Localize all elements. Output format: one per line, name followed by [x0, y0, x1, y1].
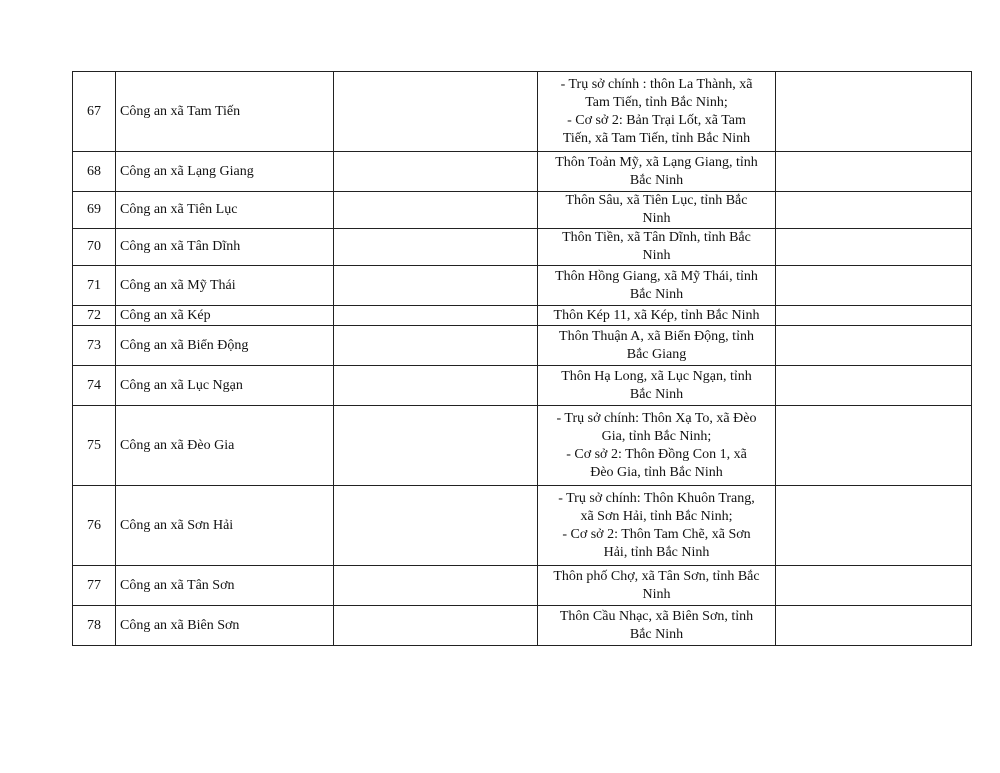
station-address — [538, 606, 776, 646]
address-line: Hải, tỉnh Bắc Ninh — [603, 544, 710, 560]
row-number: 69 — [73, 192, 116, 229]
notes-cell — [776, 266, 972, 306]
station-address — [538, 486, 776, 566]
row-number: 76 — [73, 486, 116, 566]
row-number: 73 — [73, 326, 116, 366]
row-number: 71 — [73, 266, 116, 306]
notes-cell — [776, 306, 972, 326]
address-line: - Cơ sở 2: Thôn Tam Chẽ, xã Sơn — [562, 526, 751, 542]
address-line: Thôn Hồng Giang, xã Mỹ Thái, tỉnh — [555, 268, 758, 284]
notes-cell — [776, 72, 972, 152]
notes-cell — [776, 486, 972, 566]
row-number: 68 — [73, 152, 116, 192]
station-name: Công an xã Mỹ Thái — [116, 266, 334, 306]
address-line: Thôn phố Chợ, xã Tân Sơn, tỉnh Bắc — [553, 568, 760, 584]
address-line: Bắc Ninh — [629, 626, 684, 642]
notes-cell — [776, 229, 972, 266]
notes-cell — [776, 326, 972, 366]
notes-cell — [776, 406, 972, 486]
row-number: 77 — [73, 566, 116, 606]
notes-cell — [776, 192, 972, 229]
table-row — [73, 306, 972, 326]
notes-cell — [776, 566, 972, 606]
address-line: Bắc Ninh — [629, 286, 684, 302]
address-line: Tiến, xã Tam Tiến, tỉnh Bắc Ninh — [562, 130, 751, 146]
address-line: Thôn Toản Mỹ, xã Lạng Giang, tỉnh — [555, 154, 758, 170]
address-line: - Trụ sở chính: Thôn Khuôn Trang, — [558, 490, 755, 506]
address-line: Gia, tỉnh Bắc Ninh; — [601, 428, 712, 444]
station-name: Công an xã Biên Sơn — [116, 606, 334, 646]
station-name: Công an xã Lạng Giang — [116, 152, 334, 192]
station-address — [538, 152, 776, 192]
empty-cell — [334, 229, 538, 266]
station-address — [538, 192, 776, 229]
station-name: Công an xã Tân Sơn — [116, 566, 334, 606]
table-row — [73, 266, 972, 306]
address-line: Thôn Cầu Nhạc, xã Biên Sơn, tỉnh — [559, 608, 754, 624]
station-name: Công an xã Kép — [116, 306, 334, 326]
notes-cell — [776, 152, 972, 192]
station-address — [538, 229, 776, 266]
empty-cell — [334, 566, 538, 606]
address-line: Thôn Sâu, xã Tiên Lục, tỉnh Bắc — [565, 193, 748, 208]
row-number: 78 — [73, 606, 116, 646]
station-address — [538, 406, 776, 486]
station-name: Công an xã Sơn Hải — [116, 486, 334, 566]
table-row — [73, 152, 972, 192]
notes-cell — [776, 366, 972, 406]
empty-cell — [334, 406, 538, 486]
empty-cell — [334, 72, 538, 152]
address-line: - Trụ sở chính : thôn La Thành, xã — [560, 76, 753, 92]
address-line: - Cơ sở 2: Thôn Đồng Con 1, xã — [566, 446, 747, 462]
station-name: Công an xã Lục Ngạn — [116, 366, 334, 406]
station-name: Công an xã Biển Động — [116, 326, 334, 366]
table-row — [73, 229, 972, 266]
station-address — [538, 366, 776, 406]
table-row — [73, 486, 972, 566]
empty-cell — [334, 606, 538, 646]
address-line: Thôn Tiền, xã Tân Dĩnh, tỉnh Bắc — [562, 230, 751, 245]
empty-cell — [334, 366, 538, 406]
empty-cell — [334, 266, 538, 306]
station-address — [538, 306, 776, 326]
row-number: 70 — [73, 229, 116, 266]
station-name: Công an xã Tam Tiến — [116, 72, 334, 152]
station-name: Công an xã Tiên Lục — [116, 192, 334, 229]
address-line: Bắc Ninh — [629, 172, 684, 188]
row-number: 75 — [73, 406, 116, 486]
table-row — [73, 606, 972, 646]
station-name: Công an xã Đèo Gia — [116, 406, 334, 486]
table-row — [73, 72, 972, 152]
row-number: 72 — [73, 306, 116, 326]
address-line: Đèo Gia, tỉnh Bắc Ninh — [590, 464, 723, 480]
empty-cell — [334, 326, 538, 366]
empty-cell — [334, 486, 538, 566]
address-line: Bắc Giang — [626, 346, 687, 362]
address-line: - Trụ sở chính: Thôn Xạ To, xã Đèo — [556, 410, 757, 426]
address-line: Ninh — [642, 248, 671, 263]
address-line: Thôn Kép 11, xã Kép, tỉnh Bắc Ninh — [553, 307, 760, 323]
station-address — [538, 72, 776, 152]
notes-cell — [776, 606, 972, 646]
address-line: Thôn Thuận A, xã Biển Động, tỉnh — [559, 328, 754, 344]
table-row — [73, 406, 972, 486]
table-row — [73, 566, 972, 606]
address-line: Ninh — [642, 211, 671, 226]
station-address — [538, 566, 776, 606]
empty-cell — [334, 306, 538, 326]
station-address — [538, 326, 776, 366]
station-address — [538, 266, 776, 306]
address-line: - Cơ sở 2: Bản Trại Lốt, xã Tam — [567, 112, 746, 128]
empty-cell — [334, 192, 538, 229]
table-row — [73, 366, 972, 406]
row-number: 74 — [73, 366, 116, 406]
table-row — [73, 192, 972, 229]
empty-cell — [334, 152, 538, 192]
table-body — [73, 72, 972, 646]
address-line: Tam Tiến, tỉnh Bắc Ninh; — [585, 94, 728, 110]
station-name: Công an xã Tân Dĩnh — [116, 229, 334, 266]
row-number: 67 — [73, 72, 116, 152]
address-line: Ninh — [642, 586, 671, 602]
table-row — [73, 326, 972, 366]
police-stations-table — [72, 71, 972, 646]
address-line: Bắc Ninh — [629, 386, 684, 402]
address-line: xã Sơn Hải, tỉnh Bắc Ninh; — [580, 508, 733, 524]
address-line: Thôn Hạ Long, xã Lục Ngạn, tỉnh — [561, 368, 752, 384]
